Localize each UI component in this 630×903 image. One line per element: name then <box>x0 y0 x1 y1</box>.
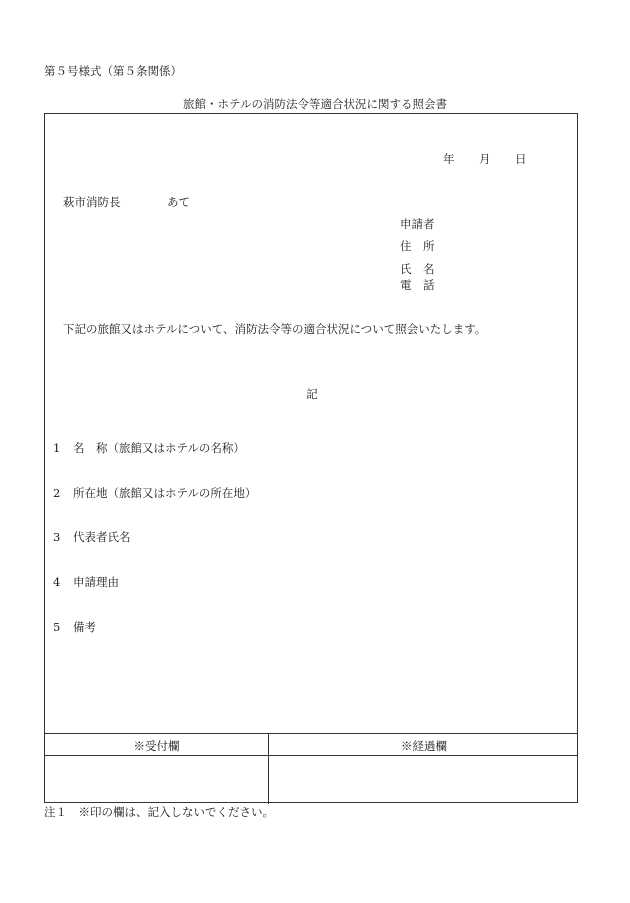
applicant-header: 申請者 <box>400 217 435 231</box>
item-5-number: 5 <box>53 620 61 634</box>
item-4-label: 申請理由 <box>73 575 119 589</box>
item-2-number: 2 <box>53 486 61 500</box>
form-box <box>44 113 578 803</box>
reception-column-header: ※受付欄 <box>133 739 180 753</box>
item-3-label: 代表者氏名 <box>73 530 131 544</box>
item-1-label: 名 称（旅館又はホテルの名称） <box>73 441 245 455</box>
addressee-name: 萩市消防長 <box>63 195 121 209</box>
progress-column-header: ※経過欄 <box>401 739 447 753</box>
item-2-label: 所在地（旅館又はホテルの所在地） <box>73 486 257 500</box>
applicant-name-label: 氏 名 <box>400 262 435 276</box>
bottom-table-top-line <box>45 733 577 734</box>
applicant-phone-label: 電 話 <box>400 278 435 292</box>
footnote: 注１ ※印の欄は、記入しないでください。 <box>44 805 274 819</box>
form-number: 第５号様式（第５条関係） <box>44 64 182 78</box>
date-month: 月 <box>479 152 491 166</box>
date-year: 年 <box>443 152 455 166</box>
reception-field[interactable] <box>45 756 268 803</box>
ki-heading: 記 <box>306 387 318 401</box>
item-5-label: 備考 <box>73 620 96 634</box>
applicant-address-label: 住 所 <box>400 239 435 253</box>
item-4-number: 4 <box>53 575 61 589</box>
document-title: 旅館・ホテルの消防法令等適合状況に関する照会書 <box>183 97 447 111</box>
addressee-suffix: あて <box>167 195 190 209</box>
item-3-number: 3 <box>53 530 61 544</box>
progress-field[interactable] <box>269 756 578 803</box>
intro-text: 下記の旅館又はホテルについて、消防法令等の適合状況について照会いたします。 <box>63 322 487 336</box>
item-1-number: 1 <box>53 441 61 455</box>
date-day: 日 <box>515 152 527 166</box>
